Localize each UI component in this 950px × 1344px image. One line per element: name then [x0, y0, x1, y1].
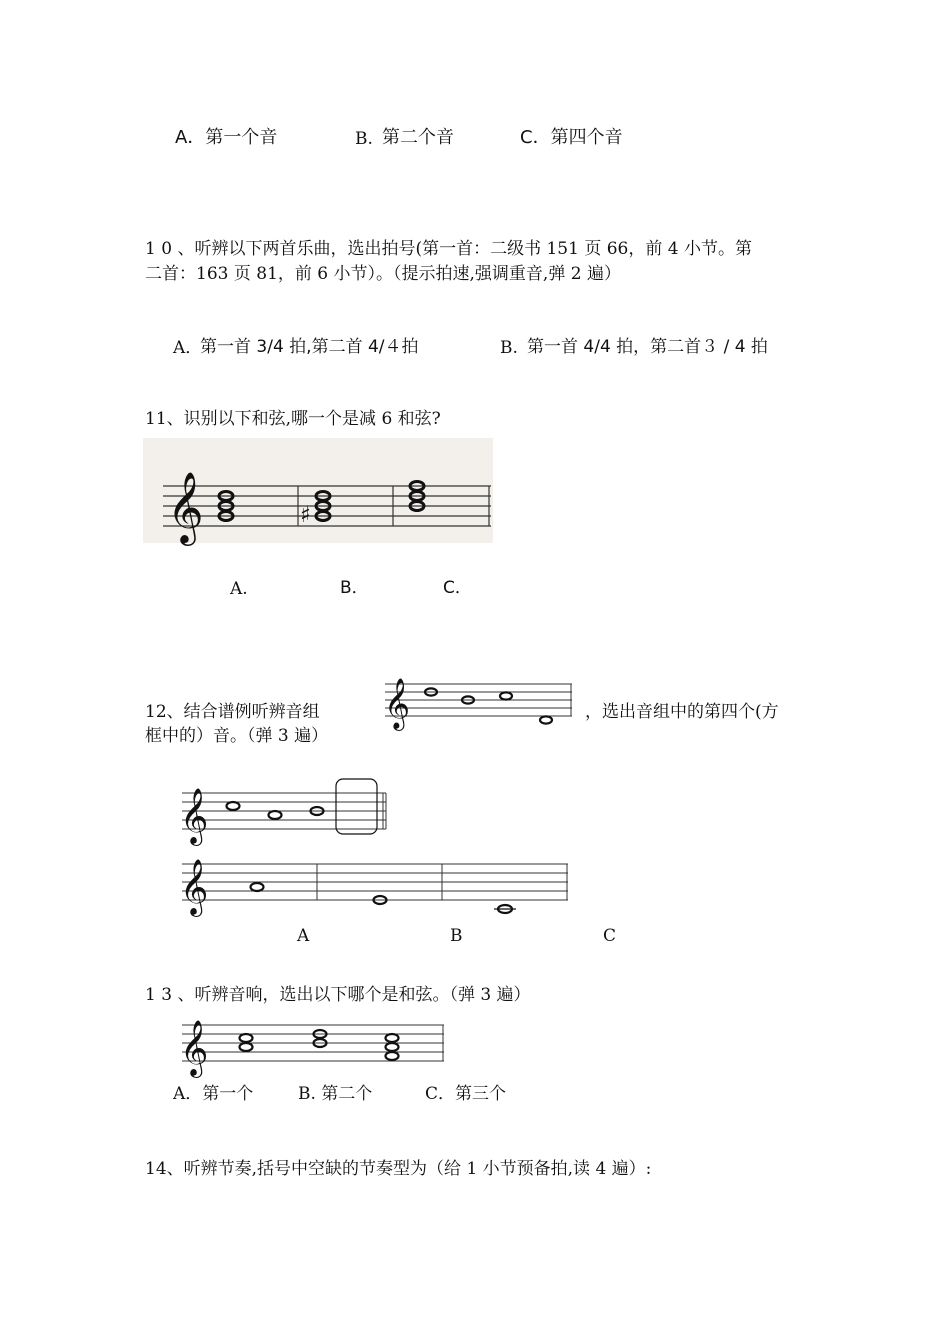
- q13-option-c: C．第三个: [425, 1084, 507, 1104]
- q10-stem-line1: 1 0 、听辨以下两首乐曲，选出拍号(第一首：二级书 151 页 66，前 4 小节。第: [145, 239, 752, 259]
- q9-option-b: 第二个音: [382, 127, 454, 148]
- q10-option-b-letter: B.: [500, 338, 518, 358]
- answer-box: [336, 779, 377, 834]
- sharp-icon: ♯: [300, 503, 311, 528]
- q11-option-a: A.: [230, 579, 248, 599]
- q9-option-a: A．第一个音: [175, 127, 278, 148]
- q12-inline-score: [380, 668, 575, 728]
- q12-stem-left: 12、结合谱例听辨音组: [145, 702, 320, 722]
- q12-stem-right: ，选出音组中的第四个(方: [585, 702, 779, 722]
- q11-stem: 11、识别以下和弦,哪一个是减 6 和弦?: [145, 409, 441, 429]
- q12-option-a: A: [297, 926, 310, 946]
- q11-option-c: C．: [443, 578, 472, 598]
- treble-clef-icon: 𝄞: [384, 678, 411, 729]
- q14-stem: 14、听辨节奏,括号中空缺的节奏型为（给 1 小节预备拍,读 4 遍）:: [145, 1159, 652, 1179]
- q9-option-c: C．第四个音: [520, 127, 623, 148]
- q10-option-a: 第一首 3/4 拍,第二首 4/４拍: [200, 337, 419, 357]
- q13-option-b: B. 第二个: [298, 1084, 373, 1104]
- q13-option-a: A．第一个: [173, 1084, 254, 1104]
- q12-question-score: [178, 776, 393, 844]
- q12-option-c: C: [603, 926, 617, 946]
- q13-stem: 1 3 、听辨音响，选出以下哪个是和弦。（弹 3 遍）: [145, 985, 531, 1005]
- q10-stem-line2: 二首：163 页 81，前 6 小节）。（提示拍速,强调重音,弹 2 遍）: [145, 264, 621, 284]
- q10-option-a-letter: A．: [173, 338, 203, 358]
- q11-score: [143, 438, 493, 543]
- q11-option-b: B．: [340, 578, 369, 598]
- q12-answer-score: [178, 850, 573, 914]
- treble-clef-icon: 𝄞: [180, 788, 209, 844]
- q12-option-b: B: [450, 926, 463, 946]
- treble-clef-icon: 𝄞: [167, 470, 204, 543]
- q12-stem-line2: 框中的）音。（弹 3 遍）: [145, 726, 329, 746]
- q10-option-b: 第一首 4/4 拍，第二首３ / 4 拍: [527, 337, 768, 357]
- q9-option-b-letter: B.: [355, 129, 373, 149]
- treble-clef-icon: 𝄞: [180, 1020, 209, 1076]
- q13-score: [178, 1010, 448, 1074]
- treble-clef-icon: 𝄞: [180, 859, 209, 915]
